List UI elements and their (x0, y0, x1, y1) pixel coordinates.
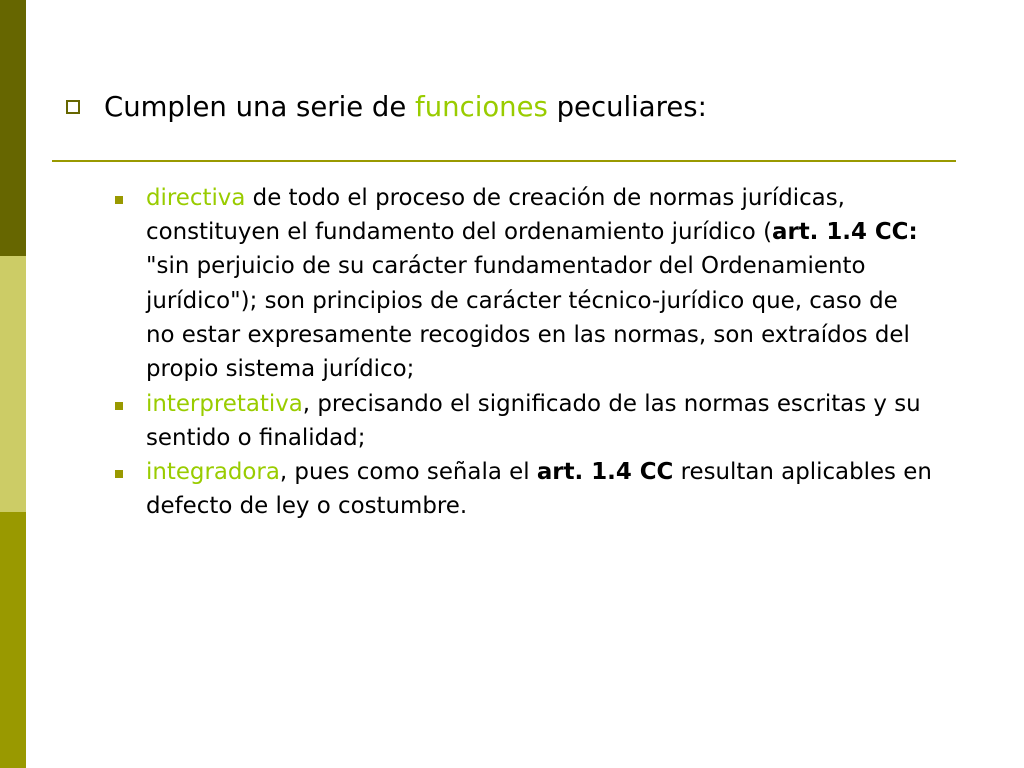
bullet-text: , precisando el significado de las normas escritas y su sentido o finalidad; (146, 390, 921, 451)
bullet-item-interpretativa (112, 387, 932, 455)
title-after: peculiares: (547, 91, 707, 123)
bullet-item-integradora (112, 455, 932, 523)
bullet-bold-reference: art. 1.4 CC: (772, 219, 918, 246)
bullet-list (112, 181, 932, 524)
bullet-text: de todo el proceso de creación de normas jurídicas, constituyen el fundamento del ordenamiento jurídico ( (146, 185, 845, 246)
bullet-text: resultan aplicables en defecto de ley o costumbre. (146, 459, 932, 520)
square-bullet-icon (115, 196, 123, 204)
square-bullet-icon (66, 100, 80, 114)
bullet-text: , pues como señala el (279, 459, 537, 486)
bullet-text: "sin perjuicio de su carácter fundamentador del Ordenamiento jurídico"); son principios de carácter técnico-jurídico que, caso de no estar expresamente recogidos en las normas, son extraídos del propio sistema jurídico; (146, 253, 910, 383)
bullet-keyword: directiva (146, 185, 246, 211)
title-accent: funciones (415, 91, 548, 123)
left-stripe-olive (0, 512, 26, 768)
title-divider (52, 160, 956, 162)
bullet-keyword: interpretativa (146, 390, 303, 417)
left-stripe-light (0, 256, 26, 512)
bullet-keyword: integradora (146, 459, 280, 486)
slide-title (64, 84, 964, 130)
title-text (104, 91, 707, 123)
square-bullet-icon (115, 402, 123, 410)
title-before: Cumplen una serie de (104, 91, 416, 123)
bullet-item-directiva (112, 181, 932, 386)
bullet-bold-reference: art. 1.4 CC (536, 459, 674, 486)
square-bullet-icon (115, 470, 123, 478)
left-stripe-dark (0, 0, 26, 256)
